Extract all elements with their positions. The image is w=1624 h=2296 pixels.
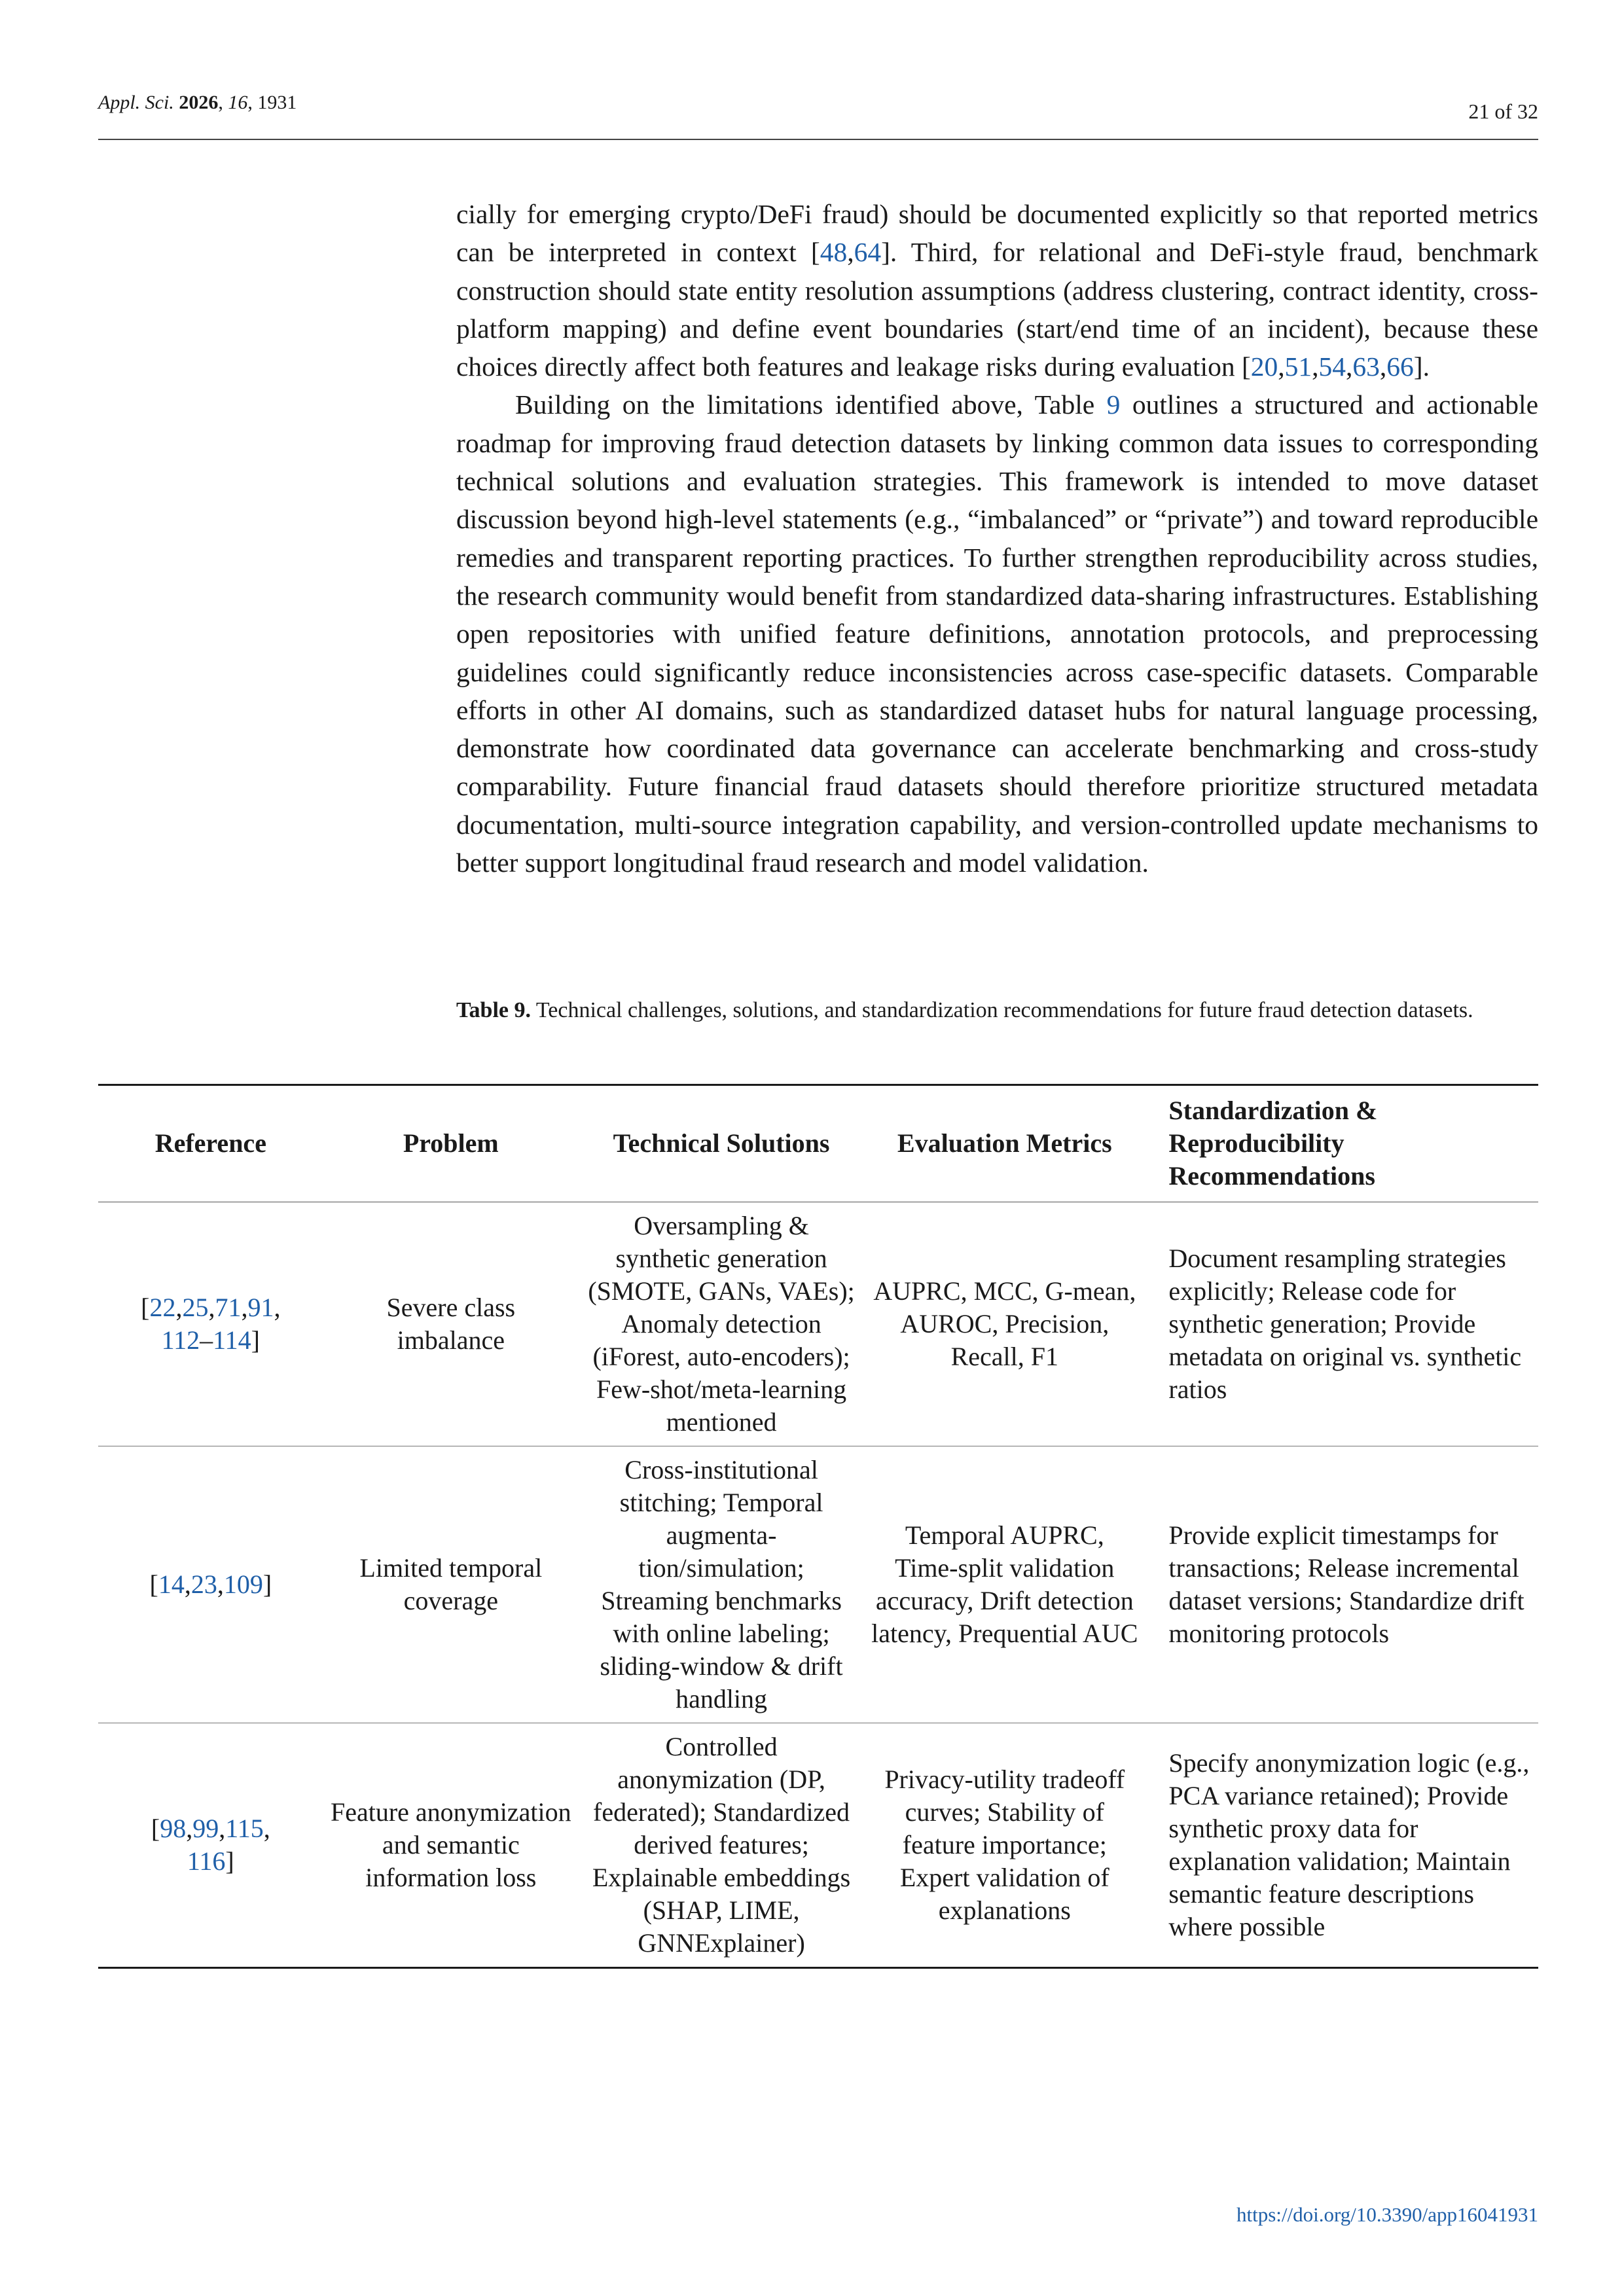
cell-metrics: Privacy-utility tradeoff curves; Stability of feature importance; Expert validation of explanations xyxy=(864,1723,1145,1968)
text-segment: , xyxy=(1312,351,1319,382)
page-number: 21 of 32 xyxy=(1468,99,1538,123)
text-segment: Building on the limitations identified above, Table xyxy=(515,389,1107,420)
text-segment: , xyxy=(208,1293,215,1322)
text-segment: outlines a structured and actionable roadmap for improving fraud detection datasets by linking common data issues to corresponding technical solutions and evaluation strategies. This framework is intended to move dataset discussion beyond high-level statements (e.g., “imbalanced” or “private”) and toward reproducible remedies and transparent reporting practices. To further strengthen reproducibility across studies, the research community would benefit from standardized data-sharing infrastructures. Establishing open repositories with unified feature definitions, annotation protocols, and preprocessing guidelines could significantly reduce inconsistencies across case-specific datasets. Comparable efforts in other AI domains, such as standardized dataset hubs for natural language processing, demonstrate how coordinated data governance can accelerate benchmarking and cross-study comparability. Future financial fraud datasets should therefore prioritize structured metadata documentation, multi-source integration capability, and version-controlled update mechanisms to better support longitudinal fraud research and model validation. xyxy=(456,389,1538,878)
header-evaluation-metrics: Evaluation Metrics xyxy=(864,1085,1145,1202)
text-segment: [ xyxy=(149,1570,158,1599)
citation-link[interactable]: 114 xyxy=(213,1325,251,1355)
body-paragraph-1 xyxy=(456,195,1538,386)
citation-link[interactable]: 23 xyxy=(190,1570,217,1599)
header-divider xyxy=(98,139,1538,140)
journal-volume: 16 xyxy=(228,92,248,113)
citation-link[interactable]: 99 xyxy=(192,1814,219,1843)
citation-link[interactable]: 64 xyxy=(854,237,882,268)
text-segment: , xyxy=(847,237,854,268)
text-segment: , xyxy=(186,1814,193,1843)
cell-standardization: Provide explicit timestamps for transactions; Release incremental dataset versions; Standardize drift monitoring protocols xyxy=(1145,1446,1538,1723)
text-segment: , xyxy=(217,1570,224,1599)
table-9 xyxy=(98,1084,1538,1969)
cell-problem: Feature anonymization and semantic information loss xyxy=(323,1723,579,1968)
cell-problem: Limited temporal coverage xyxy=(323,1446,579,1723)
citation-link[interactable]: 66 xyxy=(1386,351,1414,382)
citation-link[interactable]: 115 xyxy=(225,1814,264,1843)
text-segment: – xyxy=(200,1325,213,1355)
cell-reference xyxy=(98,1202,323,1446)
table-caption-text: Technical challenges, solutions, and standardization recommendations for future fraud detection datasets. xyxy=(535,998,1473,1022)
cell-metrics: Temporal AUPRC, Time-split validation accuracy, Drift detection latency, Prequential AUC xyxy=(864,1446,1145,1723)
text-segment: cially for emerging crypto/DeFi fraud) should be documented explicitly so that reported metrics can be interpreted in context [ xyxy=(456,199,1538,268)
citation-link[interactable]: 25 xyxy=(182,1293,209,1322)
table-caption xyxy=(456,994,1538,1028)
citation-link[interactable]: 51 xyxy=(1284,351,1312,382)
table-caption-label: Table 9. xyxy=(456,998,532,1022)
text-segment: [ xyxy=(151,1814,160,1843)
citation-link[interactable]: 71 xyxy=(215,1293,242,1322)
header-technical-solutions: Technical Solutions xyxy=(579,1085,864,1202)
text-segment: , xyxy=(1379,351,1387,382)
text-segment: ] xyxy=(251,1325,260,1355)
citation-link[interactable]: 109 xyxy=(223,1570,263,1599)
journal-year: 2026 xyxy=(179,92,219,113)
text-segment: [ xyxy=(141,1293,150,1322)
text-segment: , xyxy=(219,1814,226,1843)
header-reference: Reference xyxy=(98,1085,323,1202)
citation-link[interactable]: 91 xyxy=(247,1293,274,1322)
journal-name: Appl. Sci. xyxy=(98,92,174,113)
doi-link[interactable]: https://doi.org/10.3390/app16041931 xyxy=(1236,2203,1538,2226)
cell-reference xyxy=(98,1723,323,1968)
cell-standardization: Specify anonymization logic (e.g., PCA variance retained); Provide synthetic proxy data for explanation validation; Maintain semantic feature descriptions where possible xyxy=(1145,1723,1538,1968)
table-row xyxy=(98,1446,1538,1723)
cell-standardization: Document resampling strategies explicitly; Release code for synthetic generation; Provide metadata on original vs. synthetic ratios xyxy=(1145,1202,1538,1446)
journal-citation: Appl. Sci. 2026, 16, 1931 xyxy=(98,92,297,113)
cell-reference xyxy=(98,1446,323,1723)
article-number: 1931 xyxy=(257,92,297,113)
body-paragraph-2 xyxy=(456,386,1538,882)
cell-solutions: Cross-institutional stitching; Temporal augmenta-tion/simulation; Streaming benchmarks with online labeling; sliding-window & drift handling xyxy=(579,1446,864,1723)
text-segment: , xyxy=(263,1814,270,1843)
text-segment: ]. Third, for relational and DeFi-style fraud, benchmark construction should state entity resolution assumptions (address clustering, contract identity, cross-platform mapping) and define event boundaries (start/end time of an incident), because these choices directly affect both features and leakage risks during evaluation [ xyxy=(456,237,1538,382)
citation-link[interactable]: 112 xyxy=(161,1325,200,1355)
text-segment: , xyxy=(184,1570,191,1599)
table-header-row xyxy=(98,1085,1538,1202)
table-row xyxy=(98,1723,1538,1968)
cell-solutions: Oversampling & synthetic generation (SMOTE, GANs, VAEs); Anomaly detection (iForest, auto-encoders); Few-shot/meta-learning mentioned xyxy=(579,1202,864,1446)
text-segment: , xyxy=(175,1293,183,1322)
running-header xyxy=(98,92,1538,137)
header-standardization: Standardization & Reproducibility Recommendations xyxy=(1145,1085,1538,1202)
text-segment: , xyxy=(274,1293,281,1322)
citation-link[interactable]: 63 xyxy=(1352,351,1380,382)
text-segment: , xyxy=(1346,351,1353,382)
text-segment: ] xyxy=(262,1570,272,1599)
citation-link[interactable]: 116 xyxy=(187,1846,226,1876)
text-segment: , xyxy=(1278,351,1285,382)
citation-link[interactable]: 14 xyxy=(158,1570,185,1599)
cell-metrics: AUPRC, MCC, G-mean, AUROC, Precision, Recall, F1 xyxy=(864,1202,1145,1446)
citation-link[interactable]: 20 xyxy=(1250,351,1278,382)
citation-link[interactable]: 48 xyxy=(820,237,848,268)
body-text xyxy=(456,195,1538,882)
text-segment: , xyxy=(241,1293,248,1322)
table-row xyxy=(98,1202,1538,1446)
citation-link[interactable]: 9 xyxy=(1106,389,1121,420)
citation-link[interactable]: 22 xyxy=(149,1293,176,1322)
citation-link[interactable]: 98 xyxy=(160,1814,187,1843)
text-segment: ] xyxy=(225,1846,234,1876)
cell-problem: Severe class imbalance xyxy=(323,1202,579,1446)
recommendations-table xyxy=(98,1084,1538,1969)
citation-link[interactable]: 54 xyxy=(1318,351,1346,382)
cell-solutions: Controlled anonymization (DP, federated); Standardized derived features; Explainable embeddings (SHAP, LIME, GNNExplainer) xyxy=(579,1723,864,1968)
header-problem: Problem xyxy=(323,1085,579,1202)
text-segment: ]. xyxy=(1413,351,1430,382)
